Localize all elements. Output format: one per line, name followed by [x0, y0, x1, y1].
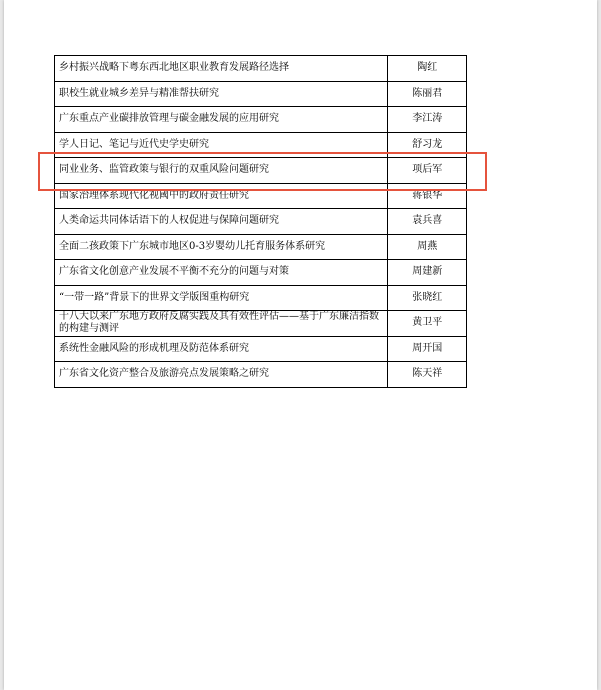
table-row: [55, 107, 467, 133]
table-row: [55, 336, 467, 362]
project-title-cell: 广东重点产业碳排放管理与碳金融发展的应用研究: [55, 107, 388, 133]
project-title-cell: 国家治理体系现代化视阈中的政府责任研究: [55, 183, 388, 209]
table-row: [55, 285, 467, 311]
project-title-cell: 人类命运共同体话语下的人权促进与保障问题研究: [55, 209, 388, 235]
table-row: [55, 56, 467, 82]
table-row: [55, 260, 467, 286]
project-title-cell: 广东省文化创意产业发展不平衡不充分的问题与对策: [55, 260, 388, 286]
project-author-cell: 舒习龙: [388, 132, 467, 158]
project-title-cell: 同业业务、监管政策与银行的双重风险问题研究: [55, 158, 388, 184]
table-row: [55, 183, 467, 209]
table-row: [55, 132, 467, 158]
document-page: [4, 0, 597, 690]
project-author-cell: 周建新: [388, 260, 467, 286]
table-row: [55, 209, 467, 235]
project-author-cell: 项后军: [388, 158, 467, 184]
project-title-cell: 系统性金融风险的形成机理及防范体系研究: [55, 336, 388, 362]
project-author-cell: 蒋银华: [388, 183, 467, 209]
project-title-cell: “一带一路”背景下的世界文学版图重构研究: [55, 285, 388, 311]
project-title-cell: 十八大以来广东地方政府反腐实践及其有效性评估——基于广东廉洁指数的构建与测评: [55, 311, 388, 337]
project-author-cell: 陶红: [388, 56, 467, 82]
table-row: [55, 234, 467, 260]
project-table: [54, 55, 467, 388]
project-author-cell: 陈天祥: [388, 362, 467, 388]
project-author-cell: 袁兵喜: [388, 209, 467, 235]
table-row: [55, 158, 467, 184]
table-row: [55, 311, 467, 337]
project-title-cell: 广东省文化资产整合及旅游亮点发展策略之研究: [55, 362, 388, 388]
table-row: [55, 81, 467, 107]
project-title-cell: 学人日记、笔记与近代史学史研究: [55, 132, 388, 158]
project-author-cell: 周开国: [388, 336, 467, 362]
project-author-cell: 黄卫平: [388, 311, 467, 337]
project-author-cell: 周燕: [388, 234, 467, 260]
project-title-cell: 乡村振兴战略下粤东西北地区职业教育发展路径选择: [55, 56, 388, 82]
project-author-cell: 陈丽君: [388, 81, 467, 107]
project-title-cell: 全面二孩政策下广东城市地区0-3岁婴幼儿托育服务体系研究: [55, 234, 388, 260]
project-author-cell: 张晓红: [388, 285, 467, 311]
table-row: [55, 362, 467, 388]
project-title-cell: 职校生就业城乡差异与精准帮扶研究: [55, 81, 388, 107]
project-author-cell: 李江涛: [388, 107, 467, 133]
